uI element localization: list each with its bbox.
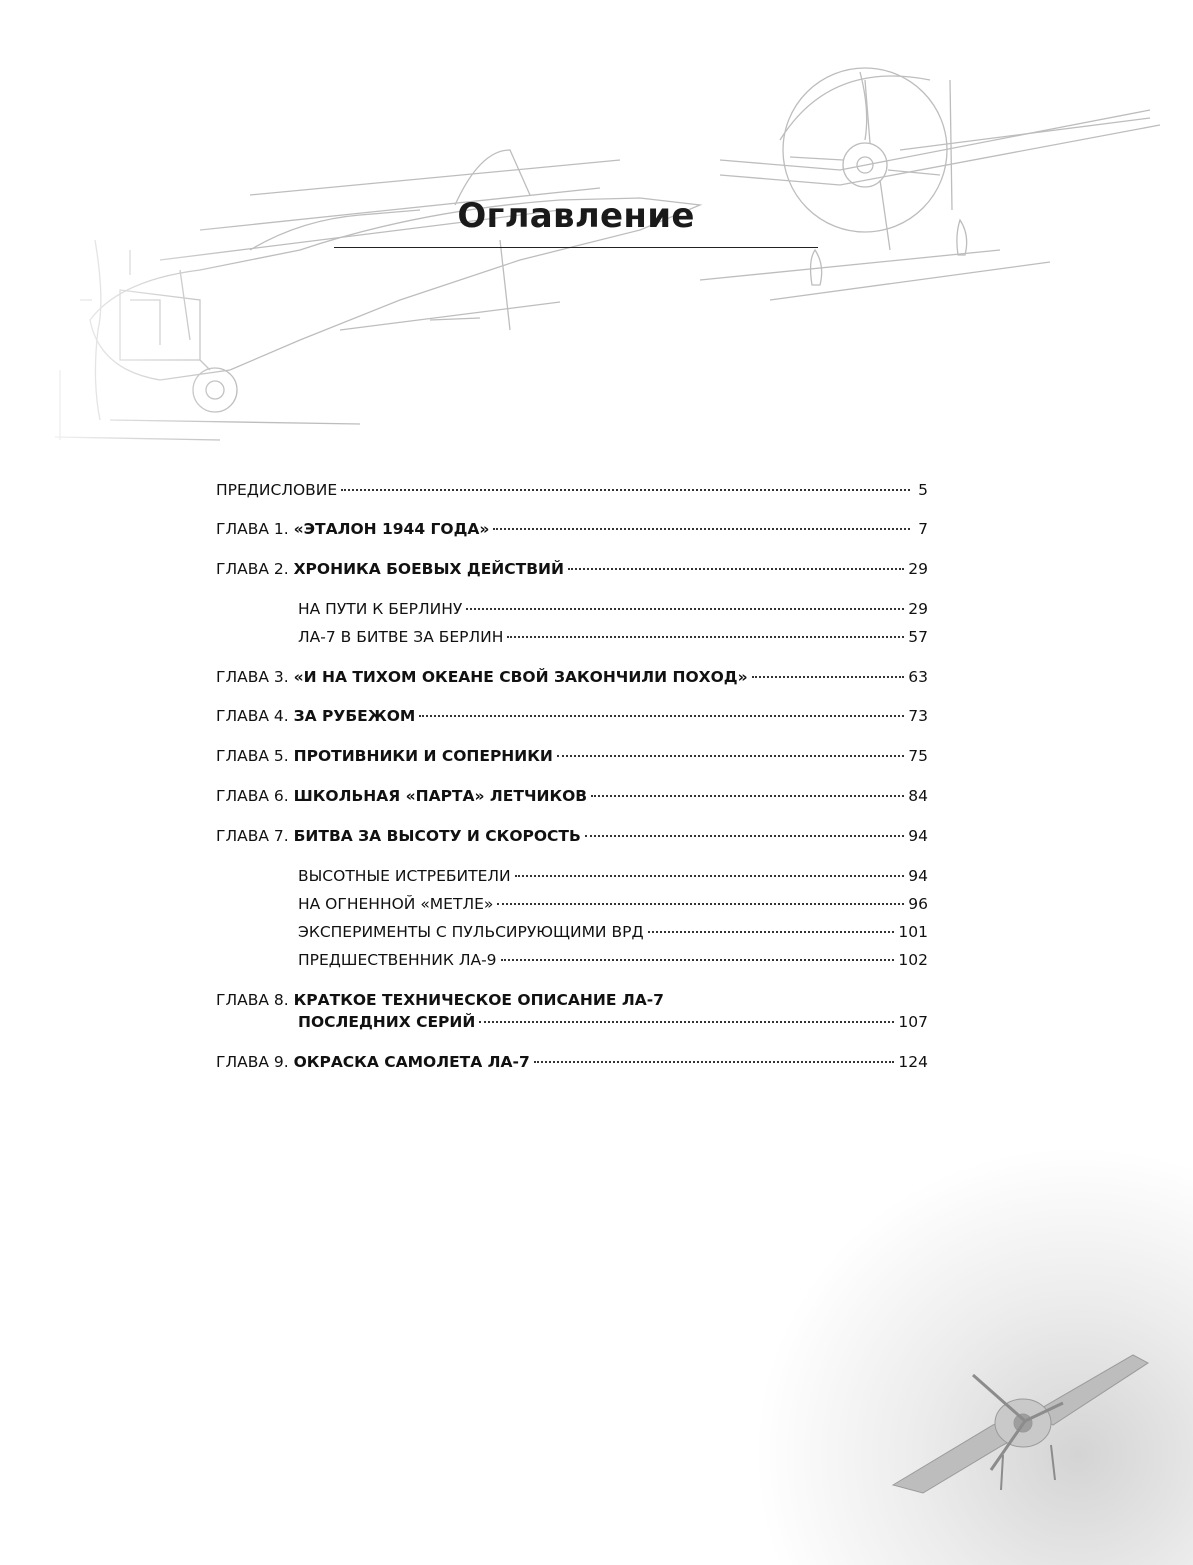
toc-section-title: НА ПУТИ К БЕРЛИНУ	[298, 600, 463, 618]
toc-leader-dots	[648, 931, 895, 933]
toc-entry-title: КРАТКОЕ ТЕХНИЧЕСКОЕ ОПИСАНИЕ ЛА-7	[293, 991, 664, 1009]
toc-entry-label: ГЛАВА 4.	[216, 707, 289, 725]
toc-entry-label: ГЛАВА 3.	[216, 668, 289, 686]
toc-page-number: 102	[898, 951, 928, 969]
toc-page-number: 75	[908, 747, 928, 765]
page-title: Оглавление	[457, 196, 695, 236]
toc-section-7-3[interactable]	[298, 922, 928, 942]
toc-page-number: 29	[908, 600, 928, 618]
toc-leader-dots	[419, 715, 904, 717]
toc-entry-label: ГЛАВА 5.	[216, 747, 289, 765]
toc-leader-dots	[568, 568, 904, 570]
toc-section-7-2[interactable]	[298, 894, 928, 914]
toc-section-7-4[interactable]	[298, 950, 928, 970]
toc-section-title: ЛА-7 В БИТВЕ ЗА БЕРЛИН	[298, 628, 504, 646]
toc-entry-chapter-5[interactable]	[216, 746, 928, 766]
toc-page-number: 124	[898, 1053, 928, 1071]
toc-entry-title: ПРОТИВНИКИ И СОПЕРНИКИ	[293, 747, 553, 765]
toc-leader-dots	[557, 755, 904, 757]
toc-leader-dots	[752, 676, 905, 678]
toc-entry-label: ГЛАВА 7.	[216, 827, 289, 845]
toc-page-number: 94	[908, 827, 928, 845]
toc-entry-chapter-9[interactable]	[216, 1052, 928, 1072]
toc-leader-dots	[585, 835, 904, 837]
toc-page-number: 73	[908, 707, 928, 725]
toc-entry-chapter-3[interactable]	[216, 667, 928, 687]
toc-entry-title: «ЭТАЛОН 1944 ГОДА»	[293, 520, 490, 538]
toc-entry-label: ГЛАВА 1.	[216, 520, 289, 538]
toc-page-number: 5	[918, 481, 928, 499]
toc-section-title: НА ОГНЕННОЙ «МЕТЛЕ»	[298, 895, 494, 913]
toc-section-7-1[interactable]	[298, 866, 928, 886]
toc-entry-label: ПРЕДИСЛОВИЕ	[216, 481, 338, 499]
toc-page-number: 57	[908, 628, 928, 646]
toc-page-number: 94	[908, 867, 928, 885]
toc-leader-dots	[507, 636, 904, 638]
toc-entry-chapter-4[interactable]	[216, 706, 928, 726]
toc-page-number: 96	[908, 895, 928, 913]
toc-entry-chapter-7[interactable]	[216, 826, 928, 846]
toc-page-number: 29	[908, 560, 928, 578]
toc-entry-title: «И НА ТИХОМ ОКЕАНЕ СВОЙ ЗАКОНЧИЛИ ПОХОД»	[293, 668, 748, 686]
toc-leader-dots	[341, 489, 910, 491]
toc-page-number: 101	[898, 923, 928, 941]
toc-entry-title: ОКРАСКА САМОЛЕТА ЛА-7	[293, 1053, 530, 1071]
toc-entry-title: ХРОНИКА БОЕВЫХ ДЕЙСТВИЙ	[293, 560, 564, 578]
toc-page-number: 7	[918, 520, 928, 538]
toc-leader-dots	[534, 1061, 895, 1063]
toc-page-number: 63	[908, 668, 928, 686]
toc-page-number: 84	[908, 787, 928, 805]
toc-leader-dots	[515, 875, 905, 877]
toc-section-title: ПРЕДШЕСТВЕННИК ЛА-9	[298, 951, 497, 969]
toc-entry-chapter-6[interactable]	[216, 786, 928, 806]
toc-section-title: ЭКСПЕРИМЕНТЫ С ПУЛЬСИРУЮЩИМИ ВРД	[298, 923, 644, 941]
toc-entry-label: ГЛАВА 9.	[216, 1053, 289, 1071]
toc-section-2-1[interactable]	[298, 599, 928, 619]
toc-entry-label: ГЛАВА 6.	[216, 787, 289, 805]
toc-page-number: 107	[898, 1013, 928, 1031]
toc-leader-dots	[493, 528, 910, 530]
toc-leader-dots	[466, 608, 904, 610]
toc-entry-preface[interactable]	[216, 480, 928, 500]
toc-section-2-2[interactable]	[298, 627, 928, 647]
toc-leader-dots	[501, 959, 895, 961]
toc-entry-label: ГЛАВА 2.	[216, 560, 289, 578]
toc-entry-chapter-2[interactable]	[216, 559, 928, 579]
toc-entry-label: ГЛАВА 8.	[216, 991, 289, 1009]
toc-section-title: ВЫСОТНЫЕ ИСТРЕБИТЕЛИ	[298, 867, 511, 885]
toc-entry-title-line2: ПОСЛЕДНИХ СЕРИЙ	[298, 1013, 476, 1031]
toc-entry-title: БИТВА ЗА ВЫСОТУ И СКОРОСТЬ	[293, 827, 581, 845]
toc-leader-dots	[497, 903, 904, 905]
toc-entry-title: ШКОЛЬНАЯ «ПАРТА» ЛЕТЧИКОВ	[293, 787, 588, 805]
toc-entry-title: ЗА РУБЕЖОМ	[293, 707, 416, 725]
toc-leader-dots	[479, 1021, 894, 1023]
toc-entry-chapter-8-cont[interactable]	[298, 1012, 928, 1032]
toc-entry-chapter-8[interactable]	[216, 990, 928, 1010]
toc-leader-dots	[591, 795, 904, 797]
toc-entry-chapter-1[interactable]	[216, 519, 928, 539]
